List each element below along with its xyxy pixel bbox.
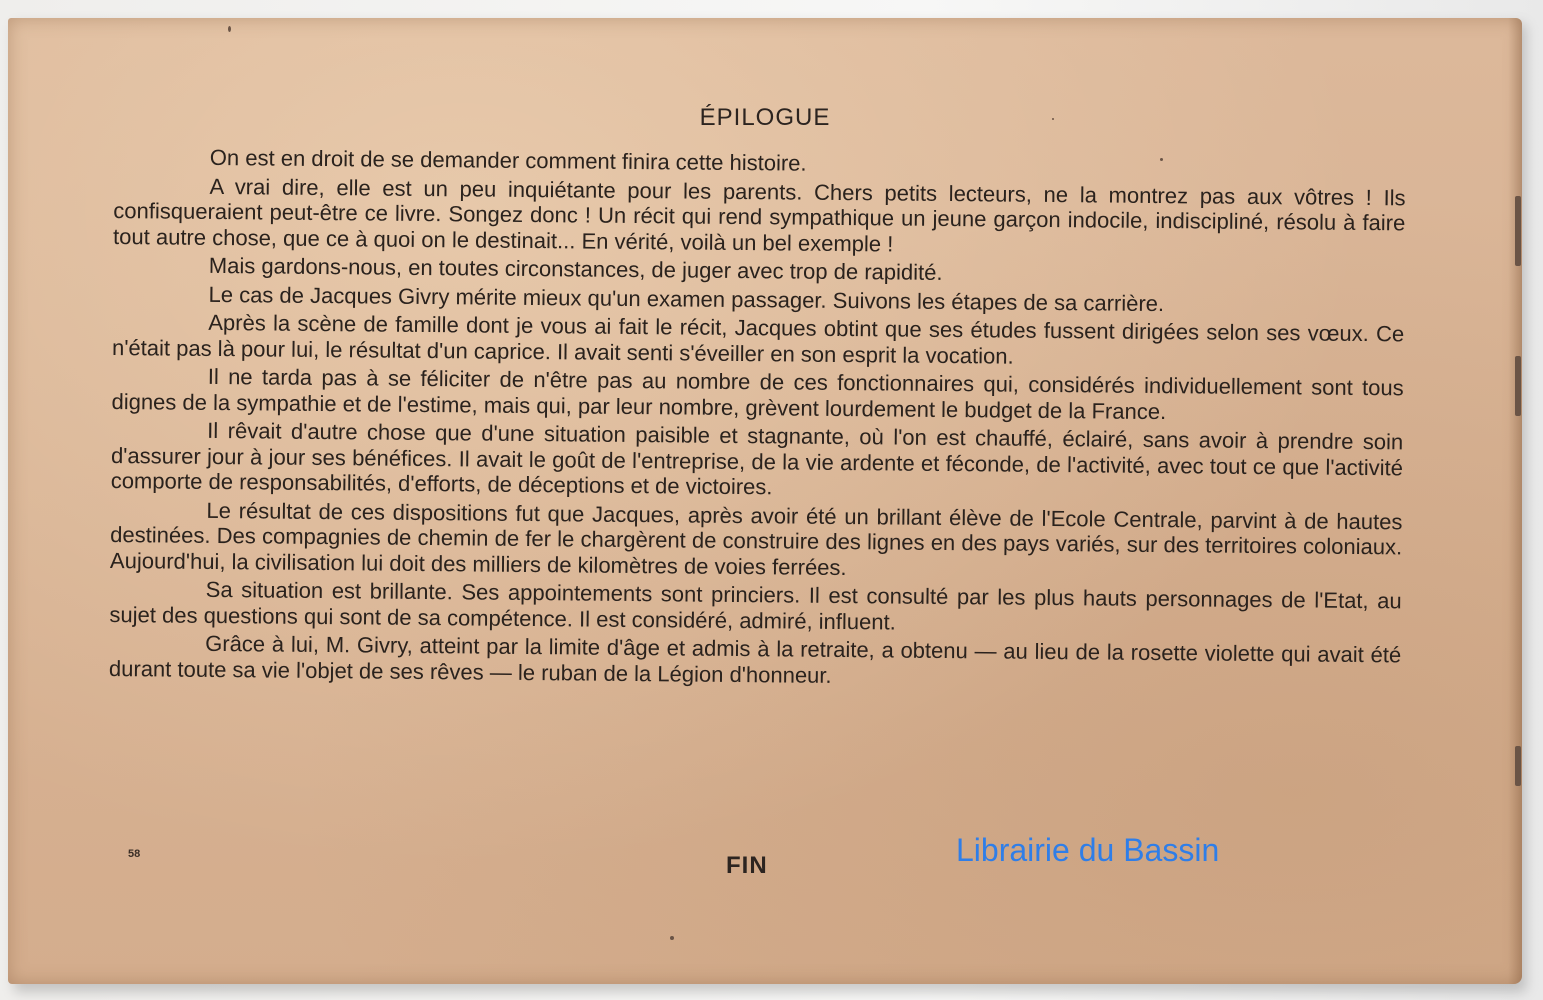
spine-mark: [1515, 356, 1521, 416]
paragraph: Mais gardons-nous, en toutes circonstances, de juger avec trop de rapidité.: [208, 252, 943, 285]
paragraph: Grâce à lui, M. Givry, atteint par la limite d'âge et admis à la retraite, a obtenu — au lieu de la rosette violette qui avait été durant toute sa vie l'objet de ses rêves — le ruban de la Légion d'honneur.: [108, 630, 1402, 688]
book-page: [8, 18, 1522, 984]
body-text: [109, 144, 1406, 696]
paragraph: Sa situation est brillante. Ses appointements sont princiers. Il est consulté par les plus hauts personnages de l'Etat, au sujet des questions qui sont de sa compétence. Il est considéré, admiré, influent.: [109, 576, 1402, 635]
spine-mark: [1515, 196, 1521, 266]
end-marker: FIN: [726, 852, 768, 879]
paper-speck: [670, 936, 674, 940]
spine-mark: [1515, 746, 1521, 786]
paragraph: On est en droit de se demander comment finira cette histoire.: [209, 144, 807, 176]
paper-speck: [1160, 158, 1163, 161]
paragraph: Il ne tarda pas à se féliciter de n'être pas au nombre de ces fonctionnaires qui, considérés individuellement sont tous dignes de la sympathie et de l'estime, mais qui, par leur nombre, grèvent lourdement le budget de la France.: [111, 363, 1404, 424]
paper-speck: [1052, 118, 1054, 120]
paper-speck: [228, 26, 231, 32]
paragraph: Le cas de Jacques Givry mérite mieux qu'un examen passager. Suivons les étapes de sa carrière.: [208, 281, 1165, 316]
paragraph: A vrai dire, elle est un peu inquiétante pour les parents. Chers petits lecteurs, ne la montrez pas aux vôtres ! Ils confisqueraient peut-être ce livre. Songez donc ! Un récit qui rend sympathique un jeune garçon indocile, indiscipliné, résolu à faire tout autre chose, que ce à quoi on le destinait... En vérité, voilà un bel exemple !: [112, 173, 1406, 256]
paragraph: Il rêvait d'autre chose que d'une situation paisible et stagnante, où l'on est chauffé, éclairé, sans avoir à prendre soin d'assurer jour à jour ses bénéfices. Il avait le goût de l'entreprise, de la vie ardente et féconde, de l'activité, avec tout ce que l'activité comporte de responsabilités, d'efforts, de déceptions et de victoires.: [110, 417, 1404, 500]
page-heading: ÉPILOGUE: [699, 104, 831, 131]
page-number: 58: [128, 848, 141, 860]
paragraph: Après la scène de famille dont je vous ai fait le récit, Jacques obtint que ses études fussent dirigées selon ses vœux. Ce n'était pas là pour lui, le résultat d'un caprice. Il avait senti s'éveiller en son esprit la vocation.: [111, 309, 1405, 369]
paragraph: Le résultat de ces dispositions fut que Jacques, après avoir été un brillant élève de l'Ecole Centrale, parvint à de hautes destinées. Des compagnies de chemin de fer le chargèrent de construire des lignes en des pays variés, sur des territoires coloniaux. Aujourd'hui, la civilisation lui doit des milliers de kilomètres de voies ferrées.: [109, 497, 1403, 580]
watermark-text: Librairie du Bassin: [956, 832, 1220, 868]
